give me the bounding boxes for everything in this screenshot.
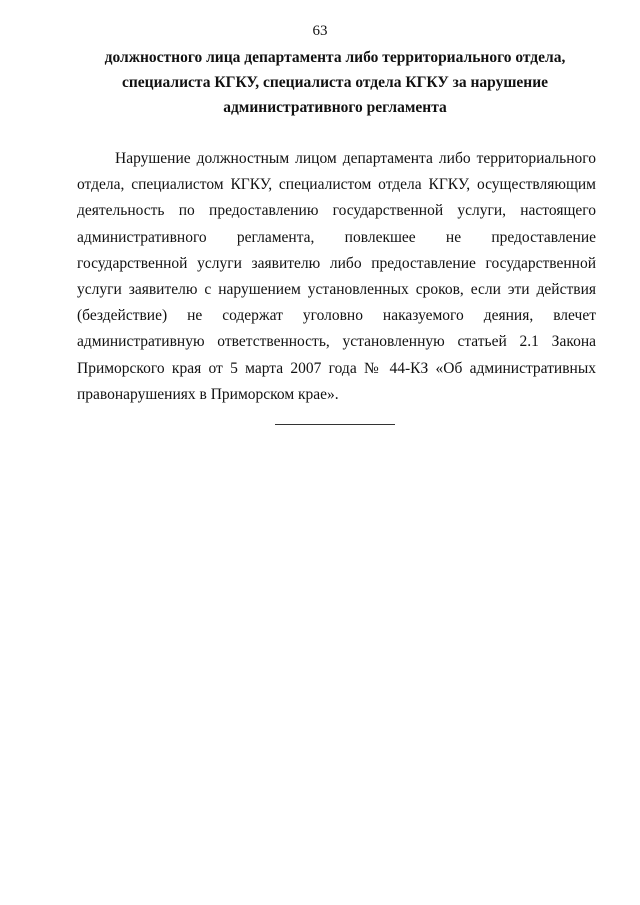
heading-line-2: специалиста КГКУ, специалиста отдела КГКУ за нарушение (121, 74, 549, 91)
page-number: 63 (312, 23, 328, 39)
heading-line-3: административного регламента (223, 99, 447, 116)
end-separator-line (275, 424, 395, 425)
heading-line-1: должностного лица департамента либо территориального отдела, (104, 49, 566, 66)
section-heading (75, 45, 595, 120)
body-paragraph: Нарушение должностным лицом департамента либо территориального отдела, специалистом КГКУ, специалистом отдела КГКУ, осуществляющим деятельность по предоставлению государственной услуги, настоящего административного регламента, повлекшее не предоставление государственной услуги заявителю либо предоставление государственной услуги заявителю с нарушением установленных сроков, если эти действия (бездействие) не содержат уголовно наказуемого деяния, влечет административную ответственность, установленную статьей 2.1 Закона Приморского края от 5 марта 2007 года № 44-КЗ «Об административных правонарушениях в Приморском крае». (77, 150, 596, 403)
